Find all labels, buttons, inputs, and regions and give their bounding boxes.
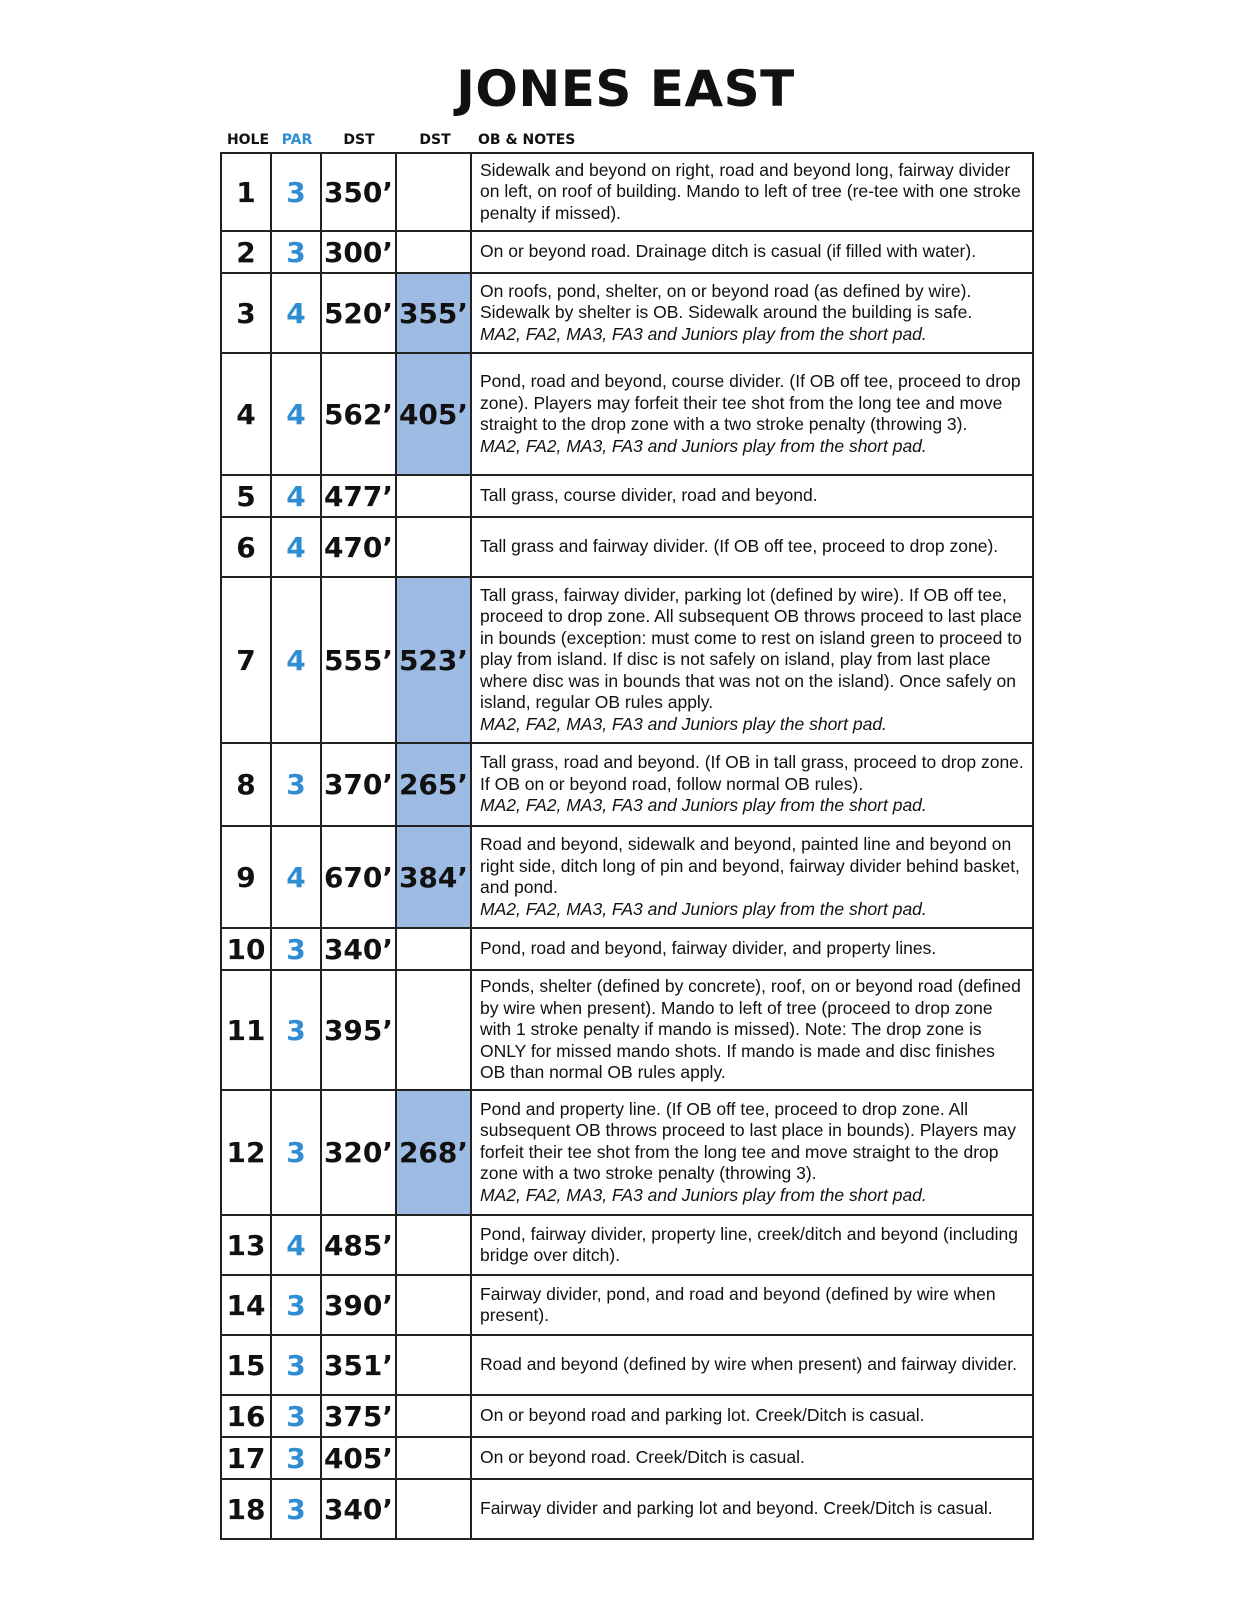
hole-number: 16 — [221, 1395, 271, 1437]
short-distance — [396, 475, 471, 517]
header-par: PAR — [281, 132, 313, 148]
short-pad-note: MA2, FA2, MA3, FA3 and Juniors play from the short pad. — [480, 323, 927, 344]
header-dst-long: DST — [343, 132, 375, 148]
hole-number: 3 — [221, 273, 271, 353]
table-row — [221, 928, 1033, 970]
long-distance: 562’ — [321, 353, 396, 475]
note-text: Tall grass and fairway divider. (If OB off tee, proceed to drop zone). — [480, 536, 999, 557]
long-distance: 520’ — [321, 273, 396, 353]
short-distance: 523’ — [396, 577, 471, 743]
short-distance — [396, 153, 471, 231]
note-text: Road and beyond, sidewalk and beyond, painted line and beyond on right side, ditch long of pin and beyond, fairway divider behind basket, and pond. — [480, 834, 1020, 897]
long-distance: 485’ — [321, 1215, 396, 1275]
note-text: Sidewalk and beyond on right, road and beyond long, fairway divider on left, on roof of building. Mando to left of tree (re-tee with one stroke penalty if missed). — [480, 159, 1021, 223]
short-distance — [396, 1275, 471, 1335]
short-distance — [396, 1335, 471, 1395]
long-distance: 470’ — [321, 517, 396, 577]
hole-number: 14 — [221, 1275, 271, 1335]
par-value: 4 — [271, 353, 321, 475]
note-text: Pond, road and beyond, course divider. (If OB off tee, proceed to drop zone). Players may forfeit their tee shot from the long tee and move straight to the drop zone with a two stroke penalty (throwing 3). — [480, 371, 1021, 434]
short-distance — [396, 928, 471, 970]
table-row — [221, 353, 1033, 475]
ob-notes — [471, 153, 1033, 231]
short-pad-note: MA2, FA2, MA3, FA3 and Juniors play from the short pad. — [480, 898, 927, 919]
short-distance — [396, 1215, 471, 1275]
ob-notes — [471, 1215, 1033, 1275]
short-distance — [396, 1437, 471, 1479]
par-value: 3 — [271, 928, 321, 970]
long-distance: 555’ — [321, 577, 396, 743]
par-value: 3 — [271, 1479, 321, 1539]
table-row — [221, 153, 1033, 231]
short-pad-note: MA2, FA2, MA3, FA3 and Juniors play from the short pad. — [480, 795, 927, 816]
par-value: 4 — [271, 577, 321, 743]
ob-notes — [471, 273, 1033, 353]
table-row — [221, 743, 1033, 826]
short-distance: 265’ — [396, 743, 471, 826]
note-text: Fairway divider and parking lot and beyond. Creek/Ditch is casual. — [480, 1498, 993, 1519]
note-text: Pond, road and beyond, fairway divider, and property lines. — [480, 938, 937, 959]
ob-notes — [471, 475, 1033, 517]
short-pad-note: MA2, FA2, MA3, FA3 and Juniors play the short pad. — [480, 713, 887, 734]
hole-number: 2 — [221, 231, 271, 273]
table-row — [221, 273, 1033, 353]
ob-notes — [471, 517, 1033, 577]
note-text: Pond and property line. (If OB off tee, proceed to drop zone. All subsequent OB throws proceed to last place in bounds). Players may forfeit their tee shot from the long tee and move straight to the drop zone with a two stroke penalty (throwing 3). — [480, 1098, 1016, 1184]
ob-notes — [471, 231, 1033, 273]
hole-number: 13 — [221, 1215, 271, 1275]
par-value: 3 — [271, 153, 321, 231]
table-row — [221, 1090, 1033, 1215]
long-distance: 351’ — [321, 1335, 396, 1395]
long-distance: 370’ — [321, 743, 396, 826]
short-pad-note: MA2, FA2, MA3, FA3 and Juniors play from the short pad. — [480, 1184, 927, 1205]
note-text: Tall grass, course divider, road and beyond. — [480, 485, 818, 506]
scorecard-body — [221, 153, 1033, 1539]
note-text: Pond, fairway divider, property line, creek/ditch and beyond (including bridge over ditch). — [480, 1223, 1018, 1265]
table-row — [221, 517, 1033, 577]
hole-number: 7 — [221, 577, 271, 743]
par-value: 3 — [271, 743, 321, 826]
short-distance: 405’ — [396, 353, 471, 475]
ob-notes — [471, 1479, 1033, 1539]
par-value: 4 — [271, 475, 321, 517]
par-value: 3 — [271, 1335, 321, 1395]
par-value: 3 — [271, 1437, 321, 1479]
table-row — [221, 1335, 1033, 1395]
par-value: 4 — [271, 826, 321, 928]
header-notes: OB & NOTES — [478, 132, 576, 148]
short-distance — [396, 517, 471, 577]
ob-notes — [471, 577, 1033, 743]
long-distance: 340’ — [321, 928, 396, 970]
note-text: Fairway divider, pond, and road and beyond (defined by wire when present). — [480, 1283, 996, 1325]
hole-number: 18 — [221, 1479, 271, 1539]
hole-number: 6 — [221, 517, 271, 577]
table-row — [221, 231, 1033, 273]
par-value: 3 — [271, 1395, 321, 1437]
hole-number: 9 — [221, 826, 271, 928]
long-distance: 670’ — [321, 826, 396, 928]
note-text: On or beyond road. Drainage ditch is casual (if filled with water). — [480, 241, 977, 262]
page-title: JONES EAST — [456, 60, 795, 118]
hole-number: 8 — [221, 743, 271, 826]
long-distance: 300’ — [321, 231, 396, 273]
long-distance: 375’ — [321, 1395, 396, 1437]
long-distance: 320’ — [321, 1090, 396, 1215]
note-text: On roofs, pond, shelter, on or beyond road (as defined by wire). Sidewalk by shelter is OB. Sidewalk around the building is safe. — [480, 280, 973, 323]
header-hole: HOLE — [226, 132, 270, 148]
long-distance: 350’ — [321, 153, 396, 231]
long-distance: 477’ — [321, 475, 396, 517]
ob-notes — [471, 353, 1033, 475]
short-distance — [396, 231, 471, 273]
long-distance: 405’ — [321, 1437, 396, 1479]
note-text: Road and beyond (defined by wire when present) and fairway divider. — [480, 1354, 1017, 1375]
hole-number: 10 — [221, 928, 271, 970]
header-dst-short: DST — [419, 132, 451, 148]
ob-notes — [471, 928, 1033, 970]
par-value: 3 — [271, 231, 321, 273]
short-distance: 384’ — [396, 826, 471, 928]
short-distance: 268’ — [396, 1090, 471, 1215]
table-row — [221, 1215, 1033, 1275]
table-row — [221, 475, 1033, 517]
short-distance — [396, 970, 471, 1090]
long-distance: 390’ — [321, 1275, 396, 1335]
ob-notes — [471, 826, 1033, 928]
note-text: Ponds, shelter (defined by concrete), roof, on or beyond road (defined by wire when present). Mando to left of tree (proceed to drop zone with 1 stroke penalty if mando is missed). Note: The drop zone is ONLY for missed mando shots. If mando is made and disc finishes OB than normal OB rules apply. — [480, 976, 1021, 1083]
ob-notes — [471, 1395, 1033, 1437]
hole-number: 1 — [221, 153, 271, 231]
table-row — [221, 577, 1033, 743]
ob-notes — [471, 743, 1033, 826]
scorecard-table — [220, 152, 1034, 1540]
table-row — [221, 826, 1033, 928]
note-text: On or beyond road. Creek/Ditch is casual. — [480, 1447, 805, 1468]
hole-number: 11 — [221, 970, 271, 1090]
ob-notes — [471, 970, 1033, 1090]
hole-number: 15 — [221, 1335, 271, 1395]
hole-number: 17 — [221, 1437, 271, 1479]
par-value: 4 — [271, 1215, 321, 1275]
note-text: On or beyond road and parking lot. Creek/Ditch is casual. — [480, 1405, 925, 1426]
table-row — [221, 1479, 1033, 1539]
par-value: 4 — [271, 273, 321, 353]
par-value: 3 — [271, 1090, 321, 1215]
table-row — [221, 970, 1033, 1090]
par-value: 3 — [271, 1275, 321, 1335]
table-row — [221, 1395, 1033, 1437]
ob-notes — [471, 1437, 1033, 1479]
hole-number: 12 — [221, 1090, 271, 1215]
ob-notes — [471, 1335, 1033, 1395]
par-value: 4 — [271, 517, 321, 577]
table-row — [221, 1275, 1033, 1335]
short-pad-note: MA2, FA2, MA3, FA3 and Juniors play from the short pad. — [480, 435, 927, 456]
table-row — [221, 1437, 1033, 1479]
note-text: Tall grass, road and beyond. (If OB in tall grass, proceed to drop zone. If OB on or beyond road, follow normal OB rules). — [480, 752, 1024, 794]
par-value: 3 — [271, 970, 321, 1090]
hole-number: 5 — [221, 475, 271, 517]
hole-number: 4 — [221, 353, 271, 475]
ob-notes — [471, 1275, 1033, 1335]
short-distance: 355’ — [396, 273, 471, 353]
long-distance: 395’ — [321, 970, 396, 1090]
note-text: Tall grass, fairway divider, parking lot (defined by wire). If OB off tee, proceed to drop zone. All subsequent OB throws proceed to last place in bounds (exception: must come to rest on island green to proceed to play from island. If disc is not safely on island, play from last place where disc was in bounds that was not on the island). Once safely on island, regular OB rules apply. — [480, 584, 1022, 713]
short-distance — [396, 1479, 471, 1539]
long-distance: 340’ — [321, 1479, 396, 1539]
short-distance — [396, 1395, 471, 1437]
ob-notes — [471, 1090, 1033, 1215]
